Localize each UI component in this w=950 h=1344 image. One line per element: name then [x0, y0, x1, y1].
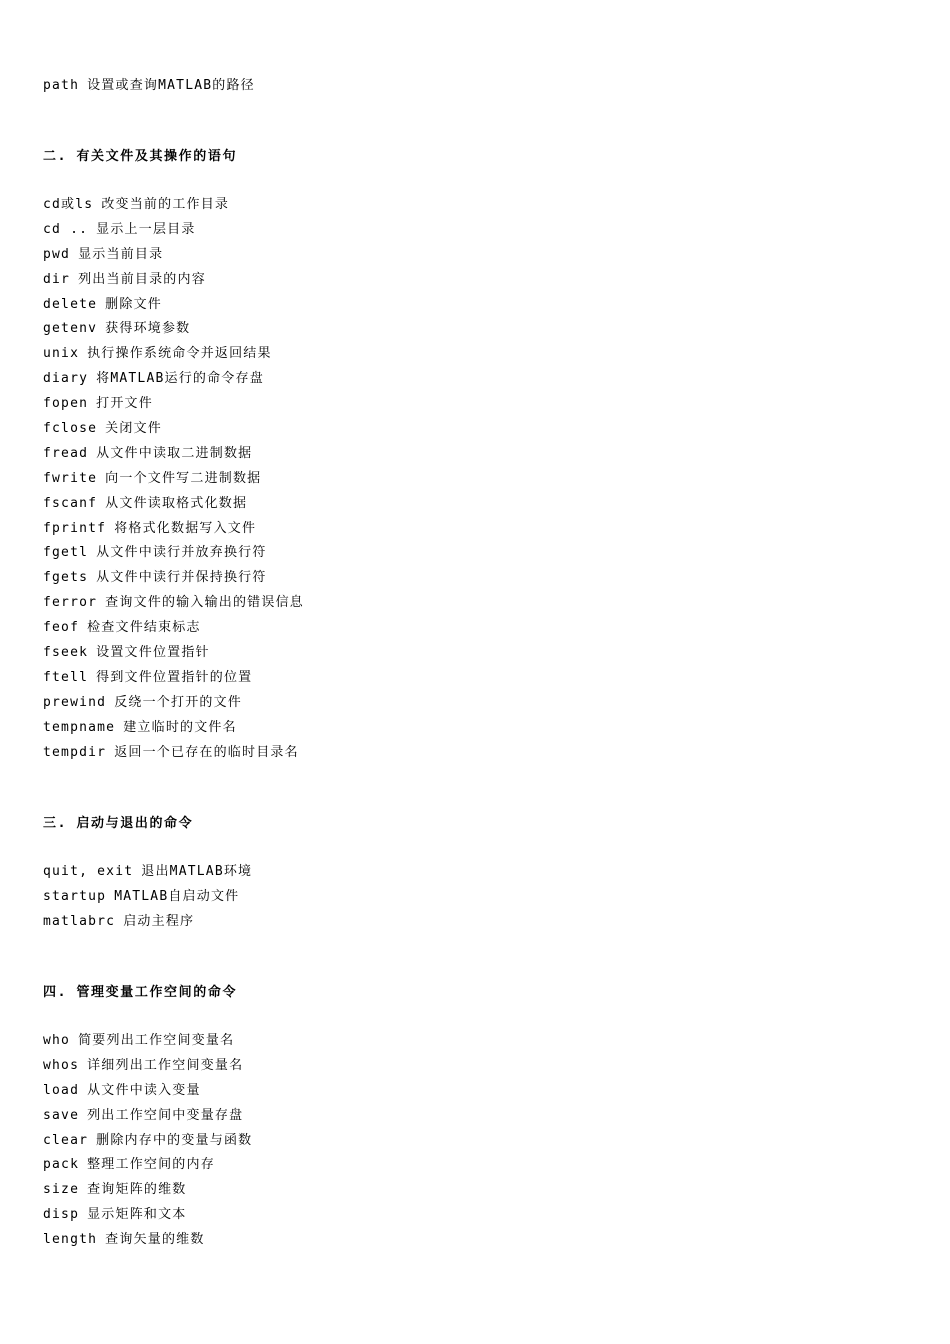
command-line [43, 467, 304, 492]
command-description: 从文件中读入变量 [87, 1082, 201, 1098]
command-description: 查询文件的输入输出的错误信息 [105, 595, 304, 611]
command-description: 从文件读取格式化数据 [105, 495, 248, 511]
command-name: pack [43, 1157, 80, 1173]
command-name: size [43, 1182, 80, 1198]
command-name: unix [43, 346, 80, 362]
command-list [43, 1029, 252, 1253]
command-name: fread [43, 445, 89, 461]
command-line [43, 193, 304, 218]
command-description: 显示当前目录 [78, 246, 164, 262]
command-line [43, 1153, 252, 1178]
command-name: save [43, 1107, 80, 1123]
command-description: 详细列出工作空间变量名 [87, 1057, 244, 1073]
command-description: 启动主程序 [123, 913, 195, 929]
command-description: 列出工作空间中变量存盘 [87, 1107, 244, 1123]
command-name: startup [43, 888, 107, 904]
command-description: 建立临时的文件名 [123, 719, 237, 735]
command-name: pwd [43, 246, 71, 262]
command-description: 将格式化数据写入文件 [114, 520, 257, 536]
command-line [43, 392, 304, 417]
command-name: fwrite [43, 470, 98, 486]
command-line [43, 1104, 252, 1129]
command-description: 执行操作系统命令并返回结果 [87, 346, 272, 362]
command-line [43, 541, 304, 566]
command-name: matlabrc [43, 913, 116, 929]
command-line [43, 417, 304, 442]
command-line [43, 367, 304, 392]
command-line [43, 641, 304, 666]
command-name: length [43, 1232, 98, 1248]
command-name: fseek [43, 645, 89, 661]
command-description: 显示矩阵和文本 [87, 1207, 187, 1223]
command-line [43, 1029, 252, 1054]
command-name: fopen [43, 396, 89, 412]
command-line [43, 1129, 252, 1154]
command-line [43, 741, 304, 766]
command-description: 关闭文件 [105, 421, 162, 437]
section-file-operations [43, 147, 304, 765]
command-description: 得到文件位置指针的位置 [96, 669, 253, 685]
command-name: fscanf [43, 495, 98, 511]
command-line [43, 442, 304, 467]
command-line [43, 566, 304, 591]
command-name: who [43, 1033, 71, 1048]
command-description: 打开文件 [96, 396, 153, 412]
command-name: disp [43, 1207, 80, 1223]
section-startup-exit [43, 814, 252, 935]
command-description: 获得环境参数 [105, 321, 191, 337]
command-name: ftell [43, 669, 89, 685]
command-description: 向一个文件写二进制数据 [105, 470, 262, 486]
intro-block [43, 74, 255, 99]
command-line [43, 1054, 252, 1079]
command-line [43, 1178, 252, 1203]
command-name: delete [43, 296, 98, 312]
command-line [43, 243, 304, 268]
command-list [43, 860, 252, 935]
section-heading: 三. 启动与退出的命令 [43, 816, 194, 831]
command-name: tempdir [43, 744, 107, 760]
command-name: ferror [43, 595, 98, 611]
command-line [43, 591, 304, 616]
command-name: getenv [43, 321, 98, 337]
command-description: 从文件中读行并保持换行符 [96, 570, 267, 586]
command-name: load [43, 1082, 80, 1098]
command-line [43, 517, 304, 542]
command-name: quit, exit [43, 864, 134, 879]
command-line [43, 218, 304, 243]
command-description: 设置或查询MATLAB的路径 [87, 78, 255, 93]
command-description: 整理工作空间的内存 [87, 1157, 215, 1173]
command-description: 从文件中读行并放弃换行符 [96, 545, 267, 561]
command-description: 返回一个已存在的临时目录名 [114, 744, 299, 760]
command-name: prewind [43, 694, 107, 710]
command-name: clear [43, 1132, 89, 1148]
command-line [43, 1228, 252, 1253]
command-name: diary [43, 371, 89, 387]
section-heading: 二. 有关文件及其操作的语句 [43, 149, 238, 164]
command-description: 检查文件结束标志 [87, 620, 201, 636]
command-line [43, 317, 304, 342]
section-workspace-variables [43, 983, 252, 1253]
command-description: MATLAB自启动文件 [114, 888, 240, 904]
command-name: path [43, 78, 80, 93]
command-name: dir [43, 271, 71, 287]
command-description: 查询矩阵的维数 [87, 1182, 187, 1198]
command-name: cd或ls [43, 197, 94, 212]
command-line [43, 910, 252, 935]
command-line [43, 716, 304, 741]
command-description: 查询矢量的维数 [105, 1232, 205, 1248]
command-description: 反绕一个打开的文件 [114, 694, 242, 710]
command-list [43, 193, 304, 765]
command-line [43, 1203, 252, 1228]
command-description: 退出MATLAB环境 [141, 864, 253, 879]
command-description: 从文件中读取二进制数据 [96, 445, 253, 461]
command-line [43, 293, 304, 318]
command-name: feof [43, 620, 80, 636]
command-line [43, 268, 304, 293]
command-description: 将MATLAB运行的命令存盘 [96, 371, 264, 387]
command-name: fclose [43, 421, 98, 437]
command-name: fgetl [43, 545, 89, 561]
command-description: 改变当前的工作目录 [101, 197, 230, 212]
command-description: 删除内存中的变量与函数 [96, 1132, 253, 1148]
command-line [43, 74, 255, 99]
command-name: whos [43, 1057, 80, 1073]
section-heading: 四. 管理变量工作空间的命令 [43, 985, 238, 1000]
command-line [43, 1079, 252, 1104]
command-line [43, 616, 304, 641]
command-description: 简要列出工作空间变量名 [78, 1033, 235, 1048]
command-line [43, 860, 252, 885]
command-line [43, 666, 304, 691]
command-line [43, 342, 304, 367]
command-name: cd .. [43, 221, 89, 237]
command-name: tempname [43, 719, 116, 735]
command-line [43, 885, 252, 910]
command-line [43, 691, 304, 716]
command-description: 删除文件 [105, 296, 162, 312]
command-line [43, 492, 304, 517]
command-description: 列出当前目录的内容 [78, 271, 206, 287]
command-name: fgets [43, 570, 89, 586]
command-name: fprintf [43, 520, 107, 536]
command-description: 显示上一层目录 [96, 221, 196, 237]
command-description: 设置文件位置指针 [96, 645, 210, 661]
